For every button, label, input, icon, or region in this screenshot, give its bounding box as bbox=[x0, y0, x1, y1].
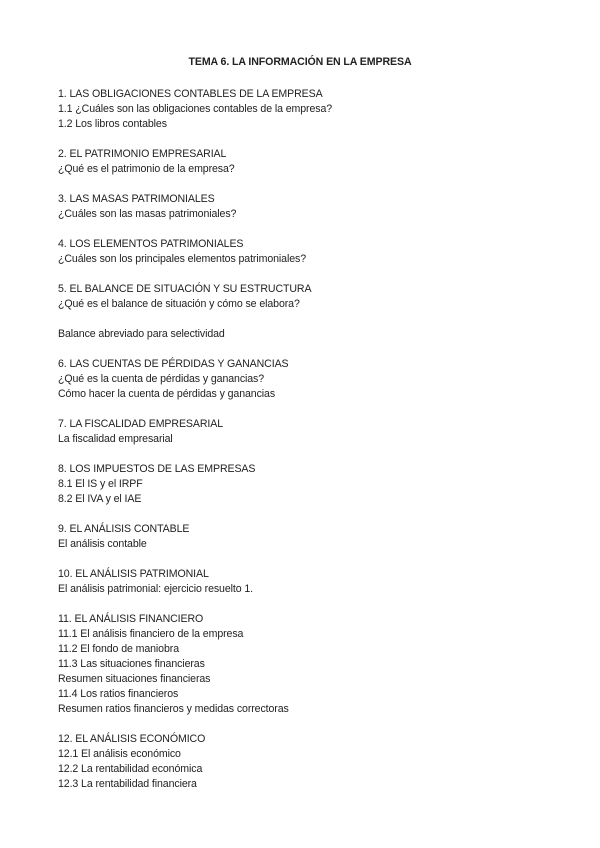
section-heading: 12. EL ANÁLISIS ECONÓMICO bbox=[58, 733, 206, 745]
toc-link[interactable]: 1.1 ¿Cuáles son las obligaciones contables de la empresa? bbox=[58, 103, 333, 115]
section-4 bbox=[58, 237, 558, 267]
section-heading: 3. LAS MASAS PATRIMONIALES bbox=[58, 193, 215, 205]
section-9 bbox=[58, 522, 558, 552]
section-8 bbox=[58, 462, 558, 507]
section-3 bbox=[58, 192, 558, 222]
section-heading: 8. LOS IMPUESTOS DE LAS EMPRESAS bbox=[58, 463, 256, 475]
toc-link[interactable]: 12.1 El análisis económico bbox=[58, 748, 181, 760]
section-2 bbox=[58, 147, 558, 177]
section-heading: 7. LA FISCALIDAD EMPRESARIAL bbox=[58, 418, 223, 430]
toc-link[interactable]: 11.4 Los ratios financieros bbox=[58, 688, 179, 700]
section-10 bbox=[58, 567, 558, 597]
section-heading: 9. EL ANÁLISIS CONTABLE bbox=[58, 523, 190, 535]
toc-link[interactable]: ¿Cuáles son los principales elementos patrimoniales? bbox=[58, 253, 307, 265]
toc-link[interactable]: La fiscalidad empresarial bbox=[58, 433, 173, 445]
toc-link[interactable]: ¿Qué es el balance de situación y cómo se elabora? bbox=[58, 298, 300, 310]
toc-link[interactable]: 8.1 El IS y el IRPF bbox=[58, 478, 143, 490]
section-7 bbox=[58, 417, 558, 447]
toc-link[interactable]: Resumen situaciones financieras bbox=[58, 673, 211, 685]
table-of-contents bbox=[58, 87, 558, 807]
toc-link[interactable]: Resumen ratios financieros y medidas correctoras bbox=[58, 703, 289, 715]
toc-link[interactable]: Cómo hacer la cuenta de pérdidas y ganancias bbox=[58, 388, 276, 400]
page-title: TEMA 6. LA INFORMACIÓN EN LA EMPRESA bbox=[188, 56, 412, 68]
toc-link[interactable]: 1.2 Los libros contables bbox=[58, 118, 167, 130]
toc-link[interactable]: 12.2 La rentabilidad económica bbox=[58, 763, 203, 775]
toc-link[interactable]: El análisis patrimonial: ejercicio resuelto 1. bbox=[58, 583, 254, 595]
toc-link[interactable]: ¿Cuáles son las masas patrimoniales? bbox=[58, 208, 237, 220]
toc-link[interactable]: 12.3 La rentabilidad financiera bbox=[58, 778, 197, 790]
section-heading: 1. LAS OBLIGACIONES CONTABLES DE LA EMPRESA bbox=[58, 88, 323, 100]
toc-link[interactable]: ¿Qué es el patrimonio de la empresa? bbox=[58, 163, 235, 175]
toc-link[interactable]: El análisis contable bbox=[58, 538, 147, 550]
section-heading: 2. EL PATRIMONIO EMPRESARIAL bbox=[58, 148, 227, 160]
section-5-extra bbox=[58, 327, 558, 342]
section-11 bbox=[58, 612, 558, 717]
section-heading: 6. LAS CUENTAS DE PÉRDIDAS Y GANANCIAS bbox=[58, 358, 289, 370]
section-heading: 5. EL BALANCE DE SITUACIÓN Y SU ESTRUCTURA bbox=[58, 283, 312, 295]
section-1 bbox=[58, 87, 558, 132]
toc-link[interactable]: 8.2 El IVA y el IAE bbox=[58, 493, 142, 505]
toc-link[interactable]: Balance abreviado para selectividad bbox=[58, 328, 225, 340]
section-12 bbox=[58, 732, 558, 792]
section-heading: 11. EL ANÁLISIS FINANCIERO bbox=[58, 613, 204, 625]
toc-link[interactable]: 11.3 Las situaciones financieras bbox=[58, 658, 205, 670]
toc-link[interactable]: 11.1 El análisis financiero de la empresa bbox=[58, 628, 244, 640]
toc-link[interactable]: 11.2 El fondo de maniobra bbox=[58, 643, 179, 655]
section-heading: 10. EL ANÁLISIS PATRIMONIAL bbox=[58, 568, 209, 580]
section-5 bbox=[58, 282, 558, 312]
section-heading: 4. LOS ELEMENTOS PATRIMONIALES bbox=[58, 238, 244, 250]
toc-link[interactable]: ¿Qué es la cuenta de pérdidas y ganancias? bbox=[58, 373, 265, 385]
section-6 bbox=[58, 357, 558, 402]
